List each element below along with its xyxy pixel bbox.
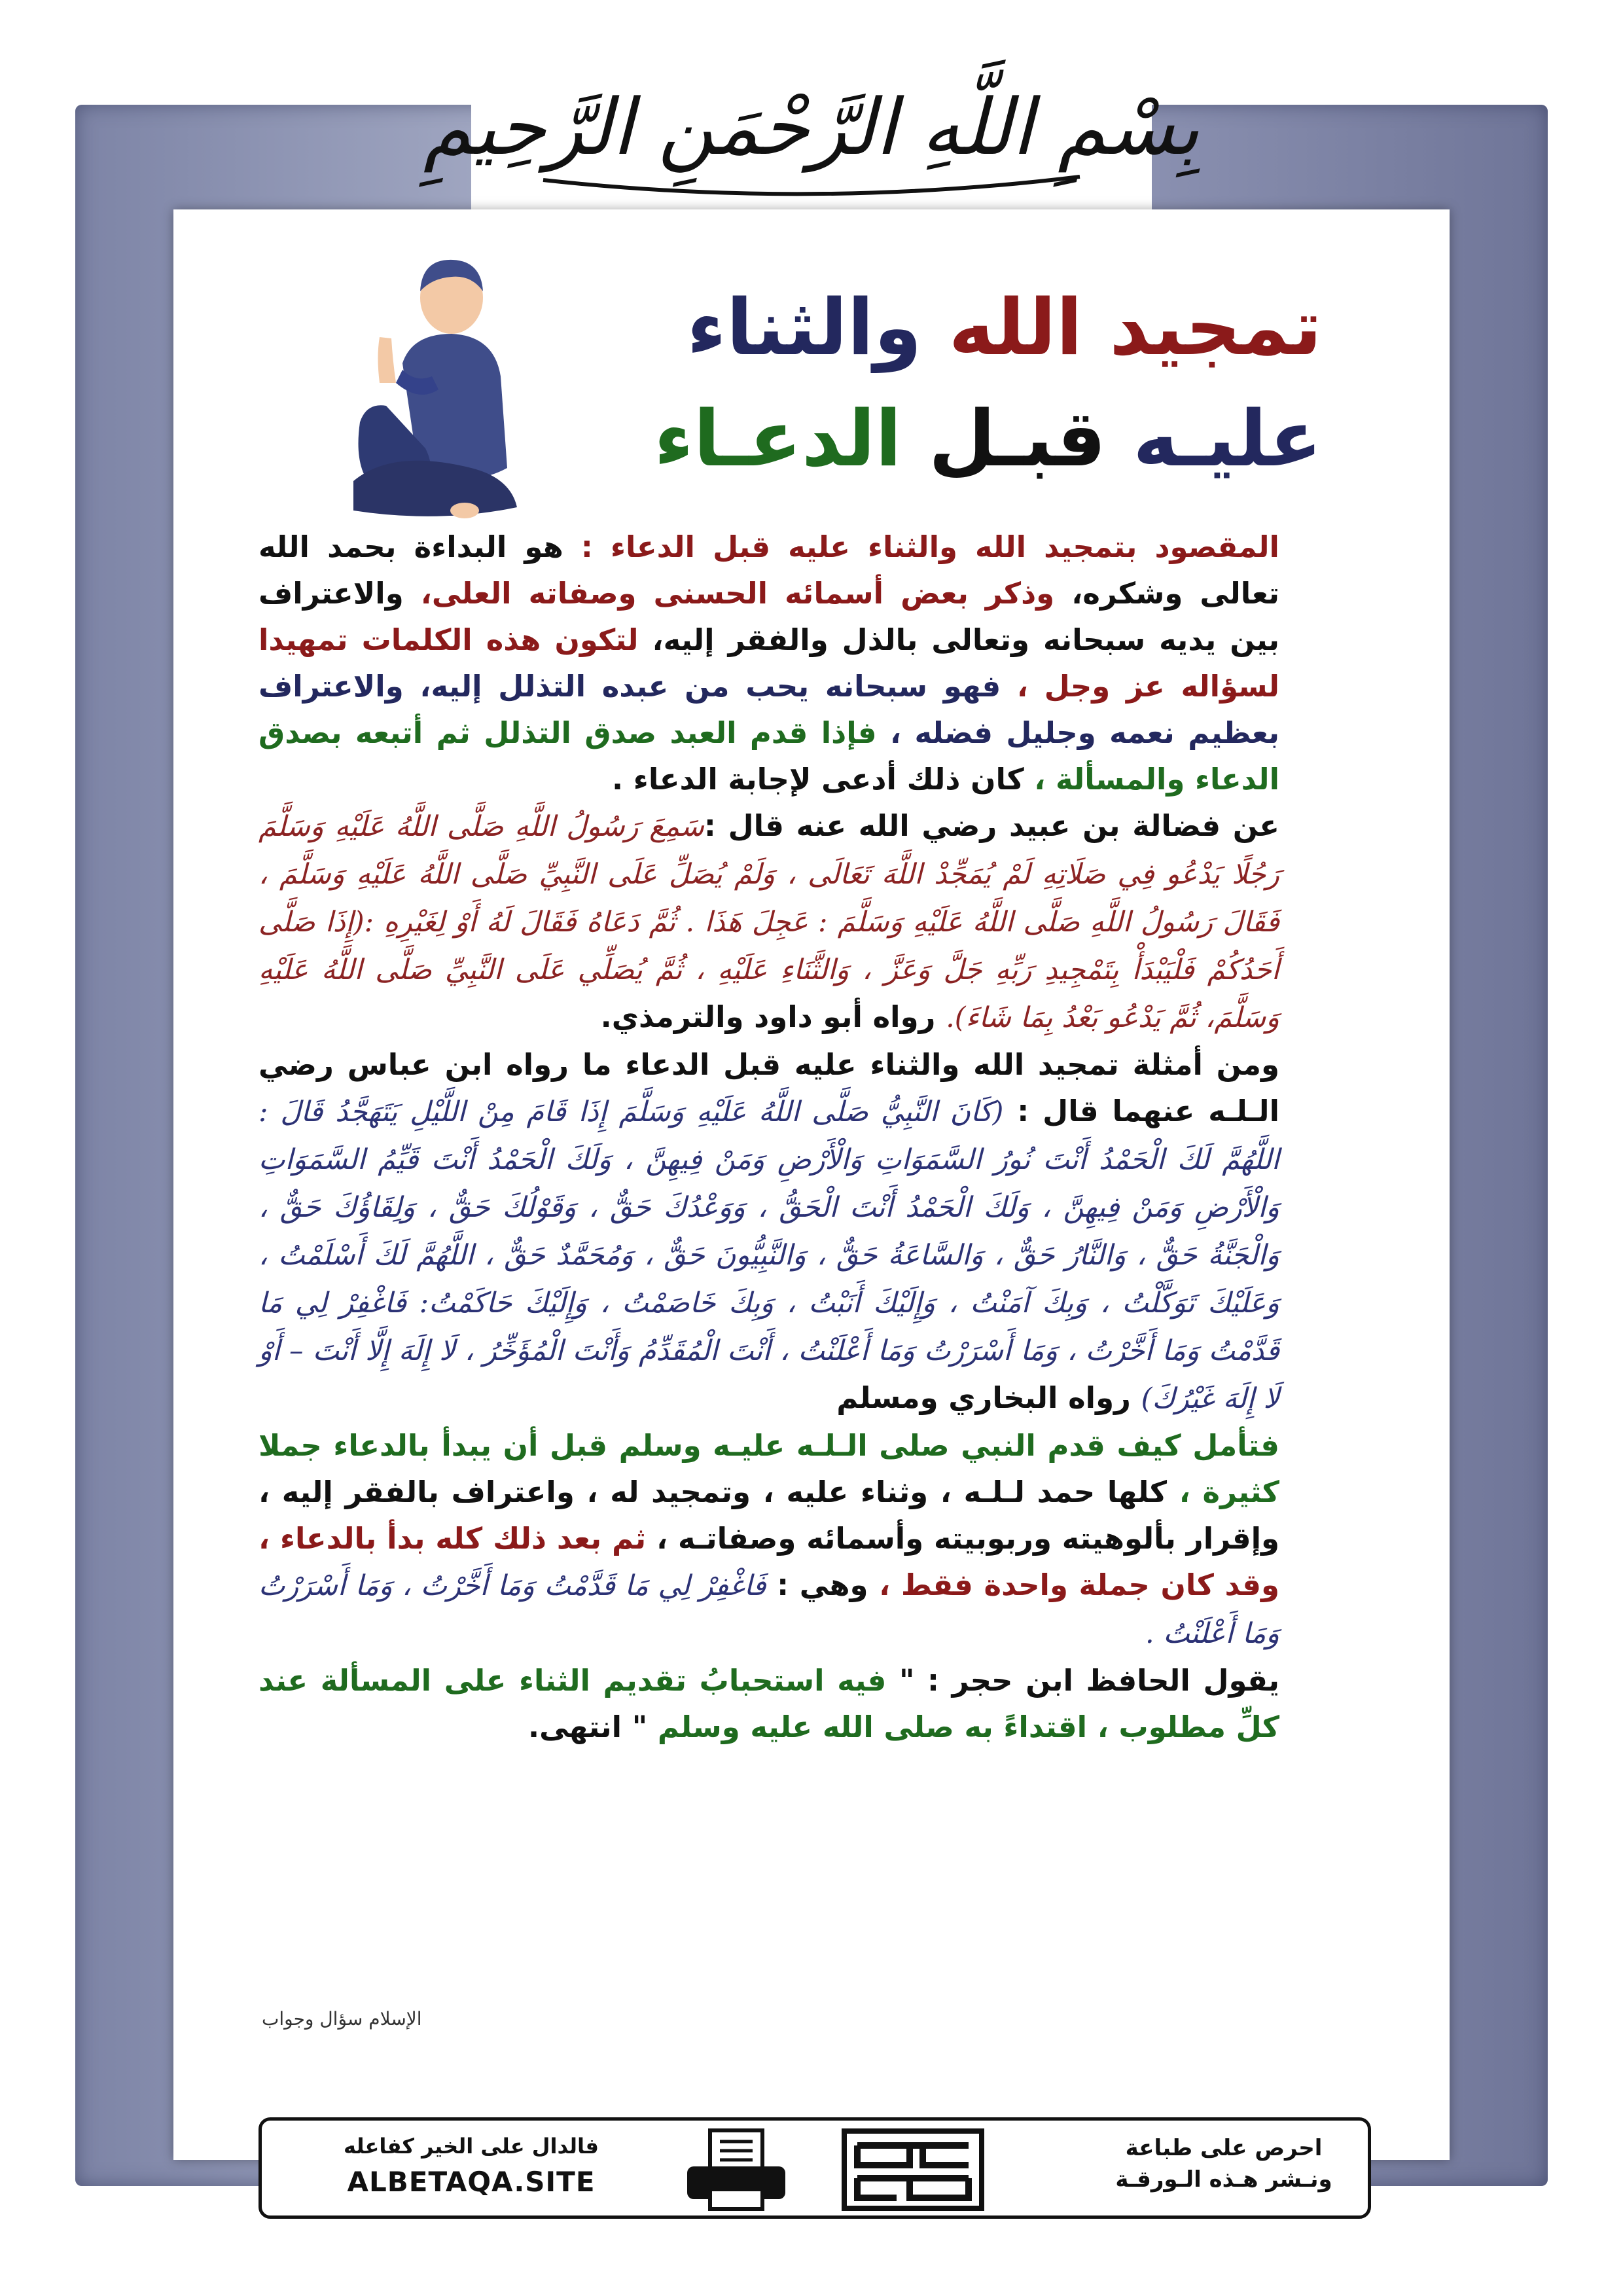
p1-seg-g: فإذا قدم العبد صدق التذلل ثم أتبعه بصدق الدعاء والمسألة ، <box>259 715 1279 797</box>
title-qabl: قبـل <box>928 393 1107 484</box>
p1-seg-b: هو البداءة بحمد الله تعالى وشكره، <box>259 529 1279 611</box>
basmala-calligraphy <box>423 46 1200 209</box>
article-body <box>259 524 1279 1750</box>
p1-heading: المقصود بتمجيد الله والثناء عليه قبل الدعاء : <box>563 529 1279 564</box>
title-line-1 <box>687 281 1322 373</box>
p5-quote: فيه استحبابُ تقديم الثناء على المسألة عند كلِّ مطلوب ، اقتداءً به صلى الله عليه وسلم <box>259 1663 1279 1744</box>
p5-intro: يقول الحافظ ابن حجر : " <box>886 1663 1279 1698</box>
paragraph-reflection <box>259 1422 1279 1657</box>
p1-seg-c: وذكر بعض أسمائه الحسنى وصفاته العلى، <box>403 576 1055 611</box>
title-line-2 <box>654 393 1322 484</box>
title-dua: الدعـاء <box>654 393 902 484</box>
paragraph-fadala-hadith <box>259 802 1279 1041</box>
footer-box <box>259 2117 1371 2219</box>
p5-end: " انتهى. <box>528 1710 648 1744</box>
p4-seg-c: ثم بعد ذلك كله بدأ بالدعاء ، وقد كان جملة واحدة فقط ، <box>259 1521 1279 1602</box>
svg-text:بِسْمِ اللَّهِ الرَّحْمَنِ الر: بِسْمِ اللَّهِ الرَّحْمَنِ الرَّحِيمِ <box>423 82 1200 172</box>
title-tamjeed: تمجيد الله <box>948 282 1322 372</box>
p4-seg-a: فتأمل كيف قدم النبي صلى الـلـه عليـه وسلم قبل أن يبدأ بالدعاء جملا كثيرة ، <box>259 1428 1279 1509</box>
p1-seg-h: كان ذلك أدعى لإجابة الدعاء . <box>612 762 1024 797</box>
paragraph-definition <box>259 524 1279 802</box>
p2-hadith: سَمِعَ رَسُولُ اللَّهِ صَلَّى اللَّهُ عَلَيْهِ وَسَلَّمَ رَجُلًا يَدْعُو فِي صَلَاتِهِ لَمْ يُمَجِّدْ اللَّهَ تَعَالَى ، وَلَمْ يُصَلِّ عَلَى النَّبِيِّ صَلَّى اللَّهُ عَلَيْهِ وَسَلَّمَ ، فَقَالَ رَسُولُ اللَّهِ صَلَّى اللَّهُ عَلَيْهِ وَسَلَّمَ : عَجِلَ هَذَا . ثُمَّ دَعَاهُ فَقَالَ لَهُ أَوْ لِغَيْرِهِ :(إِذَا صَلَّى أَحَدُكُمْ فَلْيَبْدَأْ بِتَمْجِيدِ رَبِّهِ جَلَّ وَعَزَّ ، وَالثَّنَاءِ عَلَيْهِ ، ثُمَّ يُصَلِّي عَلَى النَّبِيِّ صَلَّى اللَّهُ عَلَيْهِ وَسَلَّمَ، ثُمَّ يَدْعُو بَعْدُ بِمَا شَاءَ). <box>259 810 1279 1034</box>
p2-intro: عن فضالة بن عبيد رضي الله عنه قال : <box>704 808 1279 843</box>
footer-print-line-2: ونـشر هـذه الـورقـة <box>1115 2166 1332 2193</box>
paragraph-ibn-abbas-hadith <box>259 1041 1279 1422</box>
printer-icon <box>681 2127 792 2212</box>
footer-print-note <box>1099 2132 1348 2195</box>
footer-site-info <box>288 2130 654 2202</box>
source-credit: الإسلام سؤال وجواب <box>262 2008 422 2030</box>
p3-hadith: (كَانَ النَّبِيُّ صَلَّى اللَّهُ عَلَيْهِ وَسَلَّمَ إِذَا قَامَ مِنْ اللَّيْلِ يَتَهَجَّدُ قَالَ : اللَّهُمَّ لَكَ الْحَمْدُ أَنْتَ نُورُ السَّمَوَاتِ وَالْأَرْضِ وَمَنْ فِيهِنَّ ، وَلَكَ الْحَمْدُ أَنْتَ قَيِّمُ السَّمَوَاتِ وَالْأَرْضِ وَمَنْ فِيهِنَّ ، وَلَكَ الْحَمْدُ أَنْتَ الْحَقُّ ، وَوَعْدُكَ حَقٌّ ، وَقَوْلُكَ حَقٌّ ، وَلِقَاؤُكَ حَقٌّ ، وَالْجَنَّةُ حَقٌّ ، وَالنَّارُ حَقٌّ ، وَالسَّاعَةُ حَقٌّ ، وَالنَّبِيُّونَ حَقٌّ ، وَمُحَمَّدٌ حَقٌّ ، اللَّهُمَّ لَكَ أَسْلَمْتُ ، وَعَلَيْكَ تَوَكَّلْتُ ، وَبِكَ آمَنْتُ ، وَإِلَيْكَ أَنَبْتُ ، وَبِكَ خَاصَمْتُ ، وَإِلَيْكَ حَاكَمْتُ: فَاغْفِرْ لِي مَا قَدَّمْتُ وَمَا أَخَّرْتُ ، وَمَا أَسْرَرْتُ وَمَا أَعْلَنْتُ ، أَنْتَ الْمُقَدِّمُ وَأَنْتَ الْمُؤَخِّرُ ، لَا إِلَهَ إِلَّا أَنْتَ – أَوْ لَا إِلَهَ غَيْرُكَ) <box>259 1096 1279 1415</box>
footer-motto: فالدال على الخير كفاعله <box>344 2134 599 2159</box>
paragraph-ibn-hajar <box>259 1657 1279 1750</box>
dawah-paper-logo-icon <box>838 2126 988 2214</box>
p4-seg-d: وهي : <box>766 1568 868 1602</box>
p3-reference: رواه البخاري ومسلم <box>836 1380 1141 1415</box>
p3-intro: ومن أمثلة تمجيد الله والثناء عليه قبل الدعاء ما رواه ابن عباس رضي الـلـه عنهما قال : <box>259 1047 1279 1128</box>
praying-man-illustration <box>340 252 537 533</box>
title-thana: والثناء <box>687 282 922 372</box>
p1-seg-e: لتكون هذه الكلمات تمهيدا لسؤاله عز وجل ، <box>259 622 1279 704</box>
p4-seg-b: كلها حمد لـلـه ، وثناء عليه ، وتمجيد له ، واعتراف بالفقر إليه ، وإقرار بألوهيته وربوبيته وأسمائه وصفاتـه ، <box>259 1475 1279 1556</box>
title-alayh: عليـه <box>1133 393 1322 484</box>
p1-seg-f: فهو سبحانه يحب من عبده التذلل إليه، والاعتراف بعظيم نعمه وجليل فضله ، <box>259 669 1280 750</box>
p4-hadith: فَاغْفِرْ لِي مَا قَدَّمْتُ وَمَا أَخَّرْتُ ، وَمَا أَسْرَرْتُ وَمَا أَعْلَنْتُ . <box>259 1570 1279 1650</box>
p2-reference: رواه أبو داود والترمذي. <box>600 999 946 1034</box>
footer-site-url[interactable]: ALBETAQA.SITE <box>347 2166 596 2198</box>
footer-print-line-1: احرص على طباعة <box>1125 2135 1323 2161</box>
p1-seg-d: والاعتراف بين يديه سبحانه وتعالى بالذل والفقر إليه، <box>259 576 1279 657</box>
